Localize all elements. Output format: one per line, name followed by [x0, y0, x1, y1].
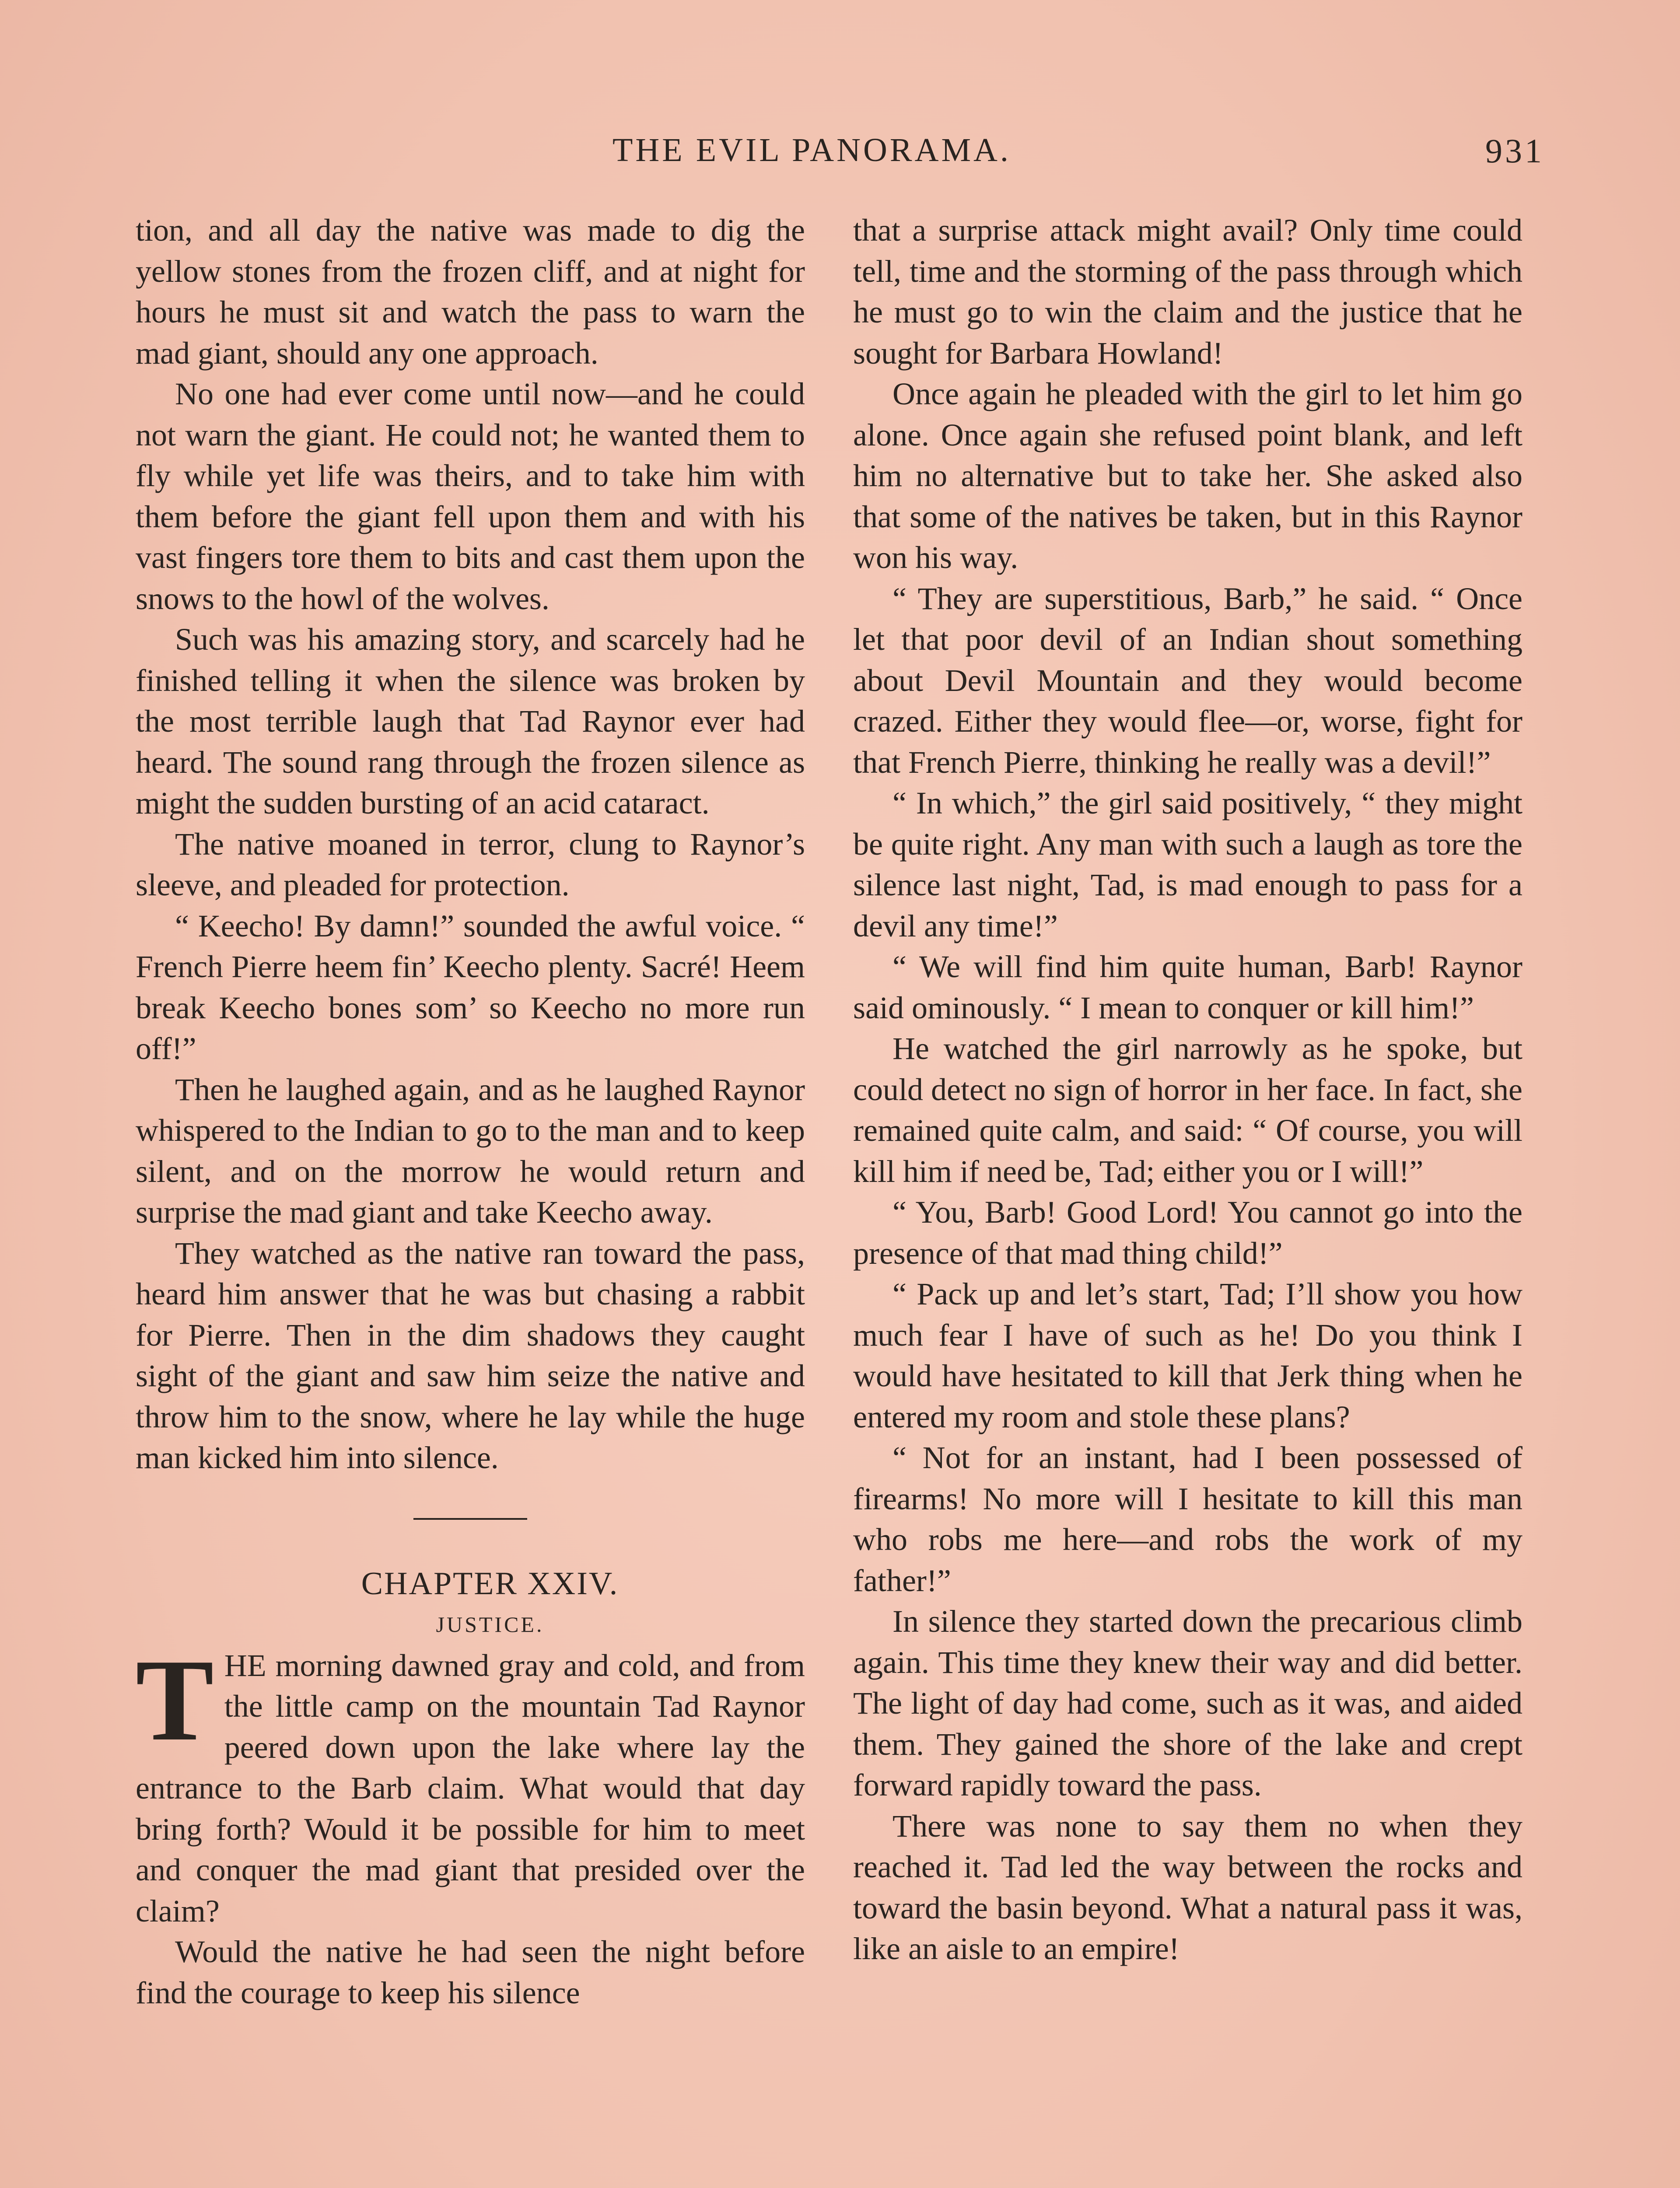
- running-title: THE EVIL PANORAMA.: [612, 132, 1011, 168]
- paragraph: that a surprise attack might avail? Only time could tell, time and the storming of the pass through which he must go to win the claim and the justice that he sought for Barbara Howland!: [853, 213, 1522, 371]
- opening-paragraph: [136, 1634, 805, 1932]
- paragraph: “ They are superstitious, Barb,” he said. “ Once let that poor devil of an Indian shout something about Devil Mountain and they would become crazed. Either they would flee—or, worse, fight for that French Pierre, thinking he really was a devil!”: [853, 581, 1522, 780]
- paragraph: No one had ever come until now—and he could not warn the giant. He could not; he wanted them to fly while yet life was theirs, and to take him with them before the giant fell upon them and with his vast fingers tore them to bits and cast them upon the snows to the howl of the wolves.: [136, 376, 805, 616]
- paragraph: “ You, Barb! Good Lord! You cannot go into the presence of that mad thing child!”: [853, 1195, 1522, 1271]
- paragraph: In silence they started down the precarious climb again. This time they knew their way and did better. The light of day had come, such as it was, and aided them. They gained the shore of the lake and crept forward rapidly toward the pass.: [853, 1604, 1522, 1802]
- paragraph: They watched as the native ran toward the pass, heard him answer that he was but chasing a rabbit for Pierre. Then in the dim shadows they caught sight of the giant and saw him seize the native and throw him to the snow, where he lay while the huge man kicked him into silence.: [136, 1235, 805, 1475]
- paragraph: Once again he pleaded with the girl to let him go alone. Once again she refused point blank, and left him no alternative but to take her. She asked also that some of the natives be taken, but in this Raynor won his way.: [853, 376, 1522, 575]
- paragraph: He watched the girl narrowly as he spoke, but could detect no sign of horror in her face. In fact, she remained quite calm, and said: “ Of course, you will kill him if need be, Tad; either you or I will!”: [853, 1031, 1522, 1189]
- paragraph: Such was his amazing story, and scarcely had he finished telling it when the silence was broken by the most terrible laugh that Tad Raynor ever had heard. The sound rang through the frozen silence as might the sudden bursting of an acid cataract.: [136, 622, 805, 820]
- paragraph: Would the native he had seen the night before find the courage to keep his silence: [136, 1934, 805, 2010]
- paragraph: tion, and all day the native was made to dig the yellow stones from the frozen cliff, and at night for hours he must sit and watch the pass to warn the mad giant, should any one approach.: [136, 213, 805, 371]
- paragraph: “ In which,” the girl said positively, “ they might be quite right. Any man with such a laugh as tore the silence last night, Tad, is mad enough to pass for a devil any time!”: [853, 785, 1522, 943]
- drop-cap: T: [136, 1634, 214, 1765]
- paragraph: “ Keecho! By damn!” sounded the awful voice. “ French Pierre heem fin’ Keecho plenty. Sacré! Heem break Keecho bones som’ so Keecho no more run off!”: [136, 908, 805, 1066]
- left-column: [136, 210, 805, 2188]
- running-header: [131, 131, 1544, 179]
- paragraph: The native moaned in terror, clung to Raynor’s sleeve, and pleaded for protection.: [136, 826, 805, 902]
- paragraph: “ Not for an instant, had I been possessed of firearms! No more will I hesitate to kill this man who robs me here—and robs the work of my father!”: [853, 1440, 1522, 1598]
- page-number: 931: [1485, 132, 1544, 170]
- chapter-subtitle: JUSTICE.: [436, 1612, 544, 1637]
- paragraph: There was none to say them no when they reached it. Tad led the way between the rocks and toward the basin beyond. What a natural pass it was, like an aisle to an empire!: [853, 1808, 1522, 1966]
- right-column: [853, 210, 1522, 2188]
- section-divider: [413, 1518, 527, 1520]
- opening-paragraph-text: HE morning dawned gray and cold, and from the little camp on the mountain Tad Raynor peered down upon the lake where lay the entrance to the Barb claim. What would that day bring forth? Would it be possible for him to meet and conquer the mad giant that presided over the claim?: [136, 1648, 805, 1929]
- paragraph: Then he laughed again, and as he laughed Raynor whispered to the Indian to go to the man and to keep silent, and on the morrow he would return and surprise the mad giant and take Keecho away.: [136, 1072, 805, 1230]
- paragraph: “ We will find him quite human, Barb! Raynor said ominously. “ I mean to conquer or kill him!”: [853, 949, 1522, 1025]
- paragraph: “ Pack up and let’s start, Tad; I’ll show you how much fear I have of such as he! Do you think I would have hesitated to kill that Jerk thing when he entered my room and stole these plans?: [853, 1276, 1522, 1434]
- chapter-heading: CHAPTER XXIV.: [361, 1565, 619, 1602]
